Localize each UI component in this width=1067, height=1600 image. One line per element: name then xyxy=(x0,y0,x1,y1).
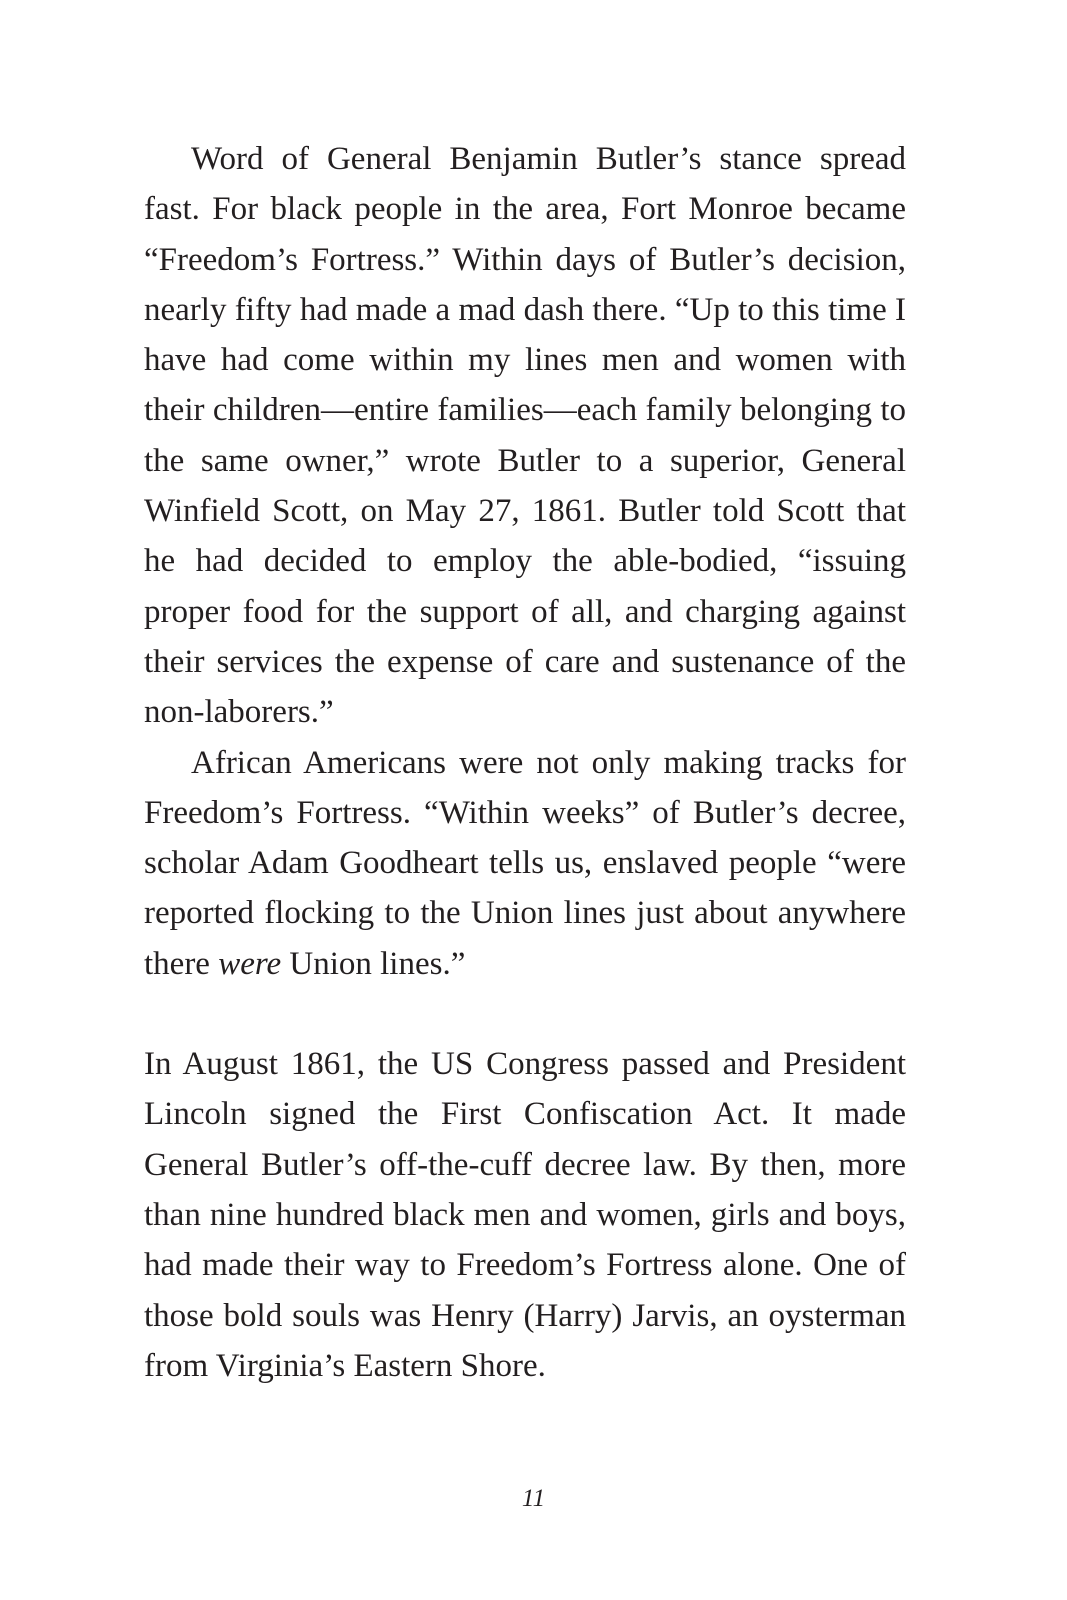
page-body xyxy=(144,134,906,1391)
paragraph-confiscation-act: In August 1861, the US Congress passed and President Lincoln signed the First Confiscation Act. It made General Butler’s off-the-cuff decree law. By then, more than nine hundred black men and women, girls and boys, had made their way to Freedom’s Fortress alone. One of those bold souls was Henry (Harry) Jarvis, an oysterman from Virginia’s Eastern Shore. xyxy=(144,1046,906,1384)
paragraph-african-americans xyxy=(144,738,906,989)
section-break xyxy=(144,989,906,1039)
paragraph-butler-stance: Word of General Benjamin Butler’s stance spread fast. For black people in the area, Fort Monroe became “Freedom’s Fortress.” Within days of Butler’s decision, nearly fifty had made a mad dash there. “Up to this time I have had come within my lines men and women with their children—entire families—each family belonging to the same owner,” wrote Butler to a superior, General Winfield Scott, on May 27, 1861. Butler told Scott that he had decided to employ the able-bodied, “issuing proper food for the support of all, and charging against their services the expense of care and sustenance of the non-laborers.” xyxy=(144,141,906,731)
page-number: 11 xyxy=(521,1485,546,1512)
emphasis-text: were xyxy=(218,945,282,982)
paragraph-text-end: Union lines.” xyxy=(281,945,466,982)
paragraph-text: African Americans were not only making tracks for Freedom’s Fortress. “Within weeks” of Butler’s decree, scholar Adam Goodheart tells us, enslaved people “were reported flocking to the Union lines just about anywhere there xyxy=(144,744,906,982)
